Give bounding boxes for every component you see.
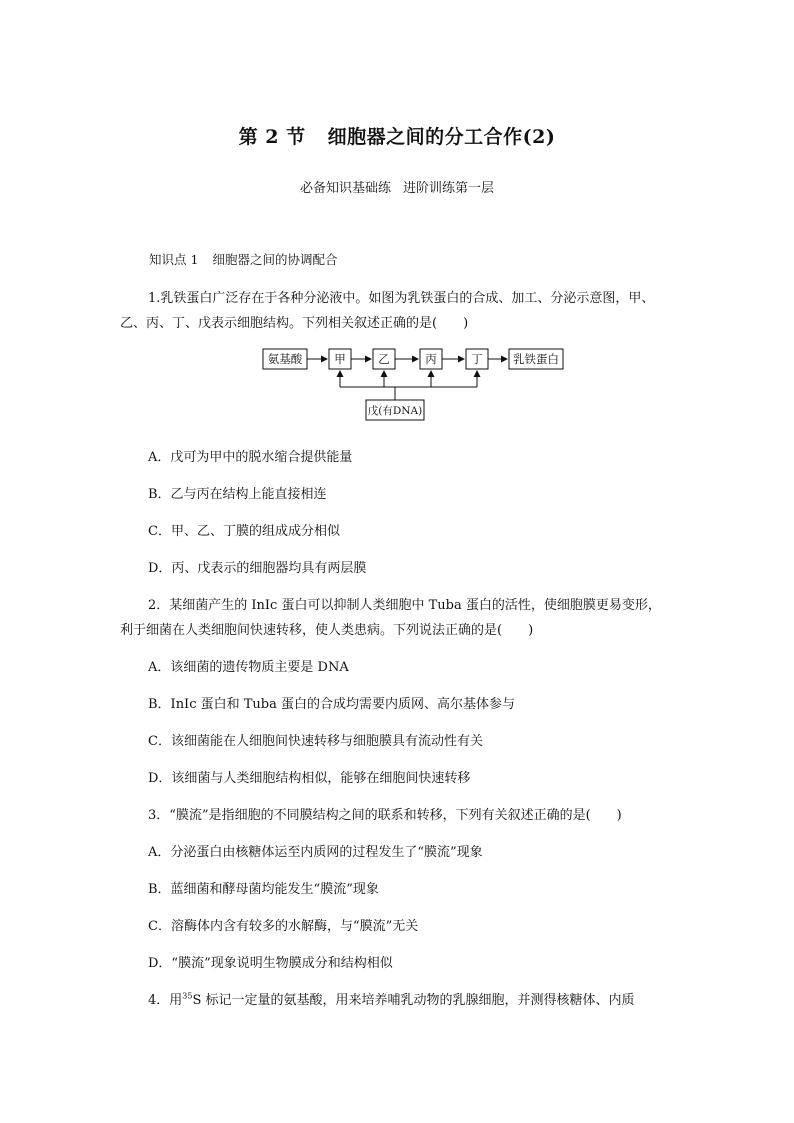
page-subtitle — [0, 177, 794, 196]
label-jia: 甲 — [334, 352, 346, 366]
label-wu: 戊(有DNA) — [367, 405, 423, 417]
question-3-option-a[interactable]: A．分泌蛋白由核糖体运至内质网的过程发生了“膜流”现象 — [148, 845, 483, 860]
question-3-stem: 3．“膜流”是指细胞的不同膜结构之间的联系和转移，下列有关叙述正确的是( ) — [148, 808, 622, 823]
isotope-superscript: 35 — [182, 991, 193, 1001]
question-3-option-b[interactable]: B．蓝细菌和酵母菌均能发生“膜流”现象 — [148, 882, 379, 897]
question-2-option-b[interactable]: B．InIc 蛋白和 Tuba 蛋白的合成均需要内质网、高尔基体参与 — [148, 697, 515, 712]
question-2-option-d[interactable]: D．该细菌与人类细胞结构相似，能够在细胞间快速转移 — [148, 771, 471, 786]
question-1-stem — [120, 286, 680, 336]
label-amino-acid: 氨基酸 — [267, 352, 303, 366]
question-3-option-c[interactable]: C．溶酶体内含有较多的水解酶，与“膜流”无关 — [148, 919, 419, 934]
question-2-line-2: 利于细菌在人类细胞间快速转移，使人类患病。下列说法正确的是( ) — [120, 623, 534, 638]
question-1-line-1: 1.乳铁蛋白广泛存在于各种分泌液中。如图为乳铁蛋白的合成、加工、分泌示意图，甲、 — [148, 291, 655, 306]
question-4-stem — [148, 989, 635, 1008]
question-2-stem — [120, 593, 680, 643]
question-1-option-b[interactable]: B．乙与丙在结构上能直接相连 — [148, 487, 327, 502]
label-bing: 丙 — [425, 352, 437, 366]
knowledge-point-number: 知识点 1 — [149, 252, 199, 267]
subtitle-right: 进阶训练第一层 — [403, 181, 495, 196]
question-1-option-c[interactable]: C．甲、乙、丁膜的组成成分相似 — [148, 524, 340, 539]
question-1-option-a[interactable]: A．戊可为甲中的脱水缩合提供能量 — [148, 450, 353, 465]
question-4-prefix: 4．用 — [148, 993, 183, 1008]
page-title — [0, 122, 794, 149]
question-2-option-c[interactable]: C．该细菌能在人细胞间快速转移与细胞膜具有流动性有关 — [148, 734, 483, 749]
question-1-line-2: 乙、丙、丁、戊表示细胞结构。下列相关叙述正确的是( ) — [120, 316, 469, 331]
question-2-line-1: 2．某细菌产生的 InIc 蛋白可以抑制人类细胞中 Tuba 蛋白的活性，使细胞膜更易变形， — [148, 598, 661, 613]
question-3-option-d[interactable]: D．“膜流”现象说明生物膜成分和结构相似 — [148, 956, 393, 971]
label-ding: 丁 — [471, 352, 483, 366]
question-2-option-a[interactable]: A．该细菌的遗传物质主要是 DNA — [148, 660, 349, 675]
subtitle-left: 必备知识基础练 — [299, 181, 391, 196]
knowledge-point-title: 细胞器之间的协调配合 — [212, 252, 338, 267]
label-lactoferrin: 乳铁蛋白 — [513, 352, 559, 366]
label-yi: 乙 — [378, 352, 390, 366]
secretion-flow-diagram — [260, 343, 570, 423]
section-number: 第 2 节 — [238, 126, 306, 148]
question-4-rest: S 标记一定量的氨基酸，用来培养哺乳动物的乳腺细胞，并测得核糖体、内质 — [192, 993, 635, 1008]
section-name: 细胞器之间的分工合作(2) — [327, 126, 556, 148]
knowledge-point-heading — [149, 250, 337, 268]
question-1-option-d[interactable]: D．丙、戊表示的细胞器均具有两层膜 — [148, 561, 367, 576]
